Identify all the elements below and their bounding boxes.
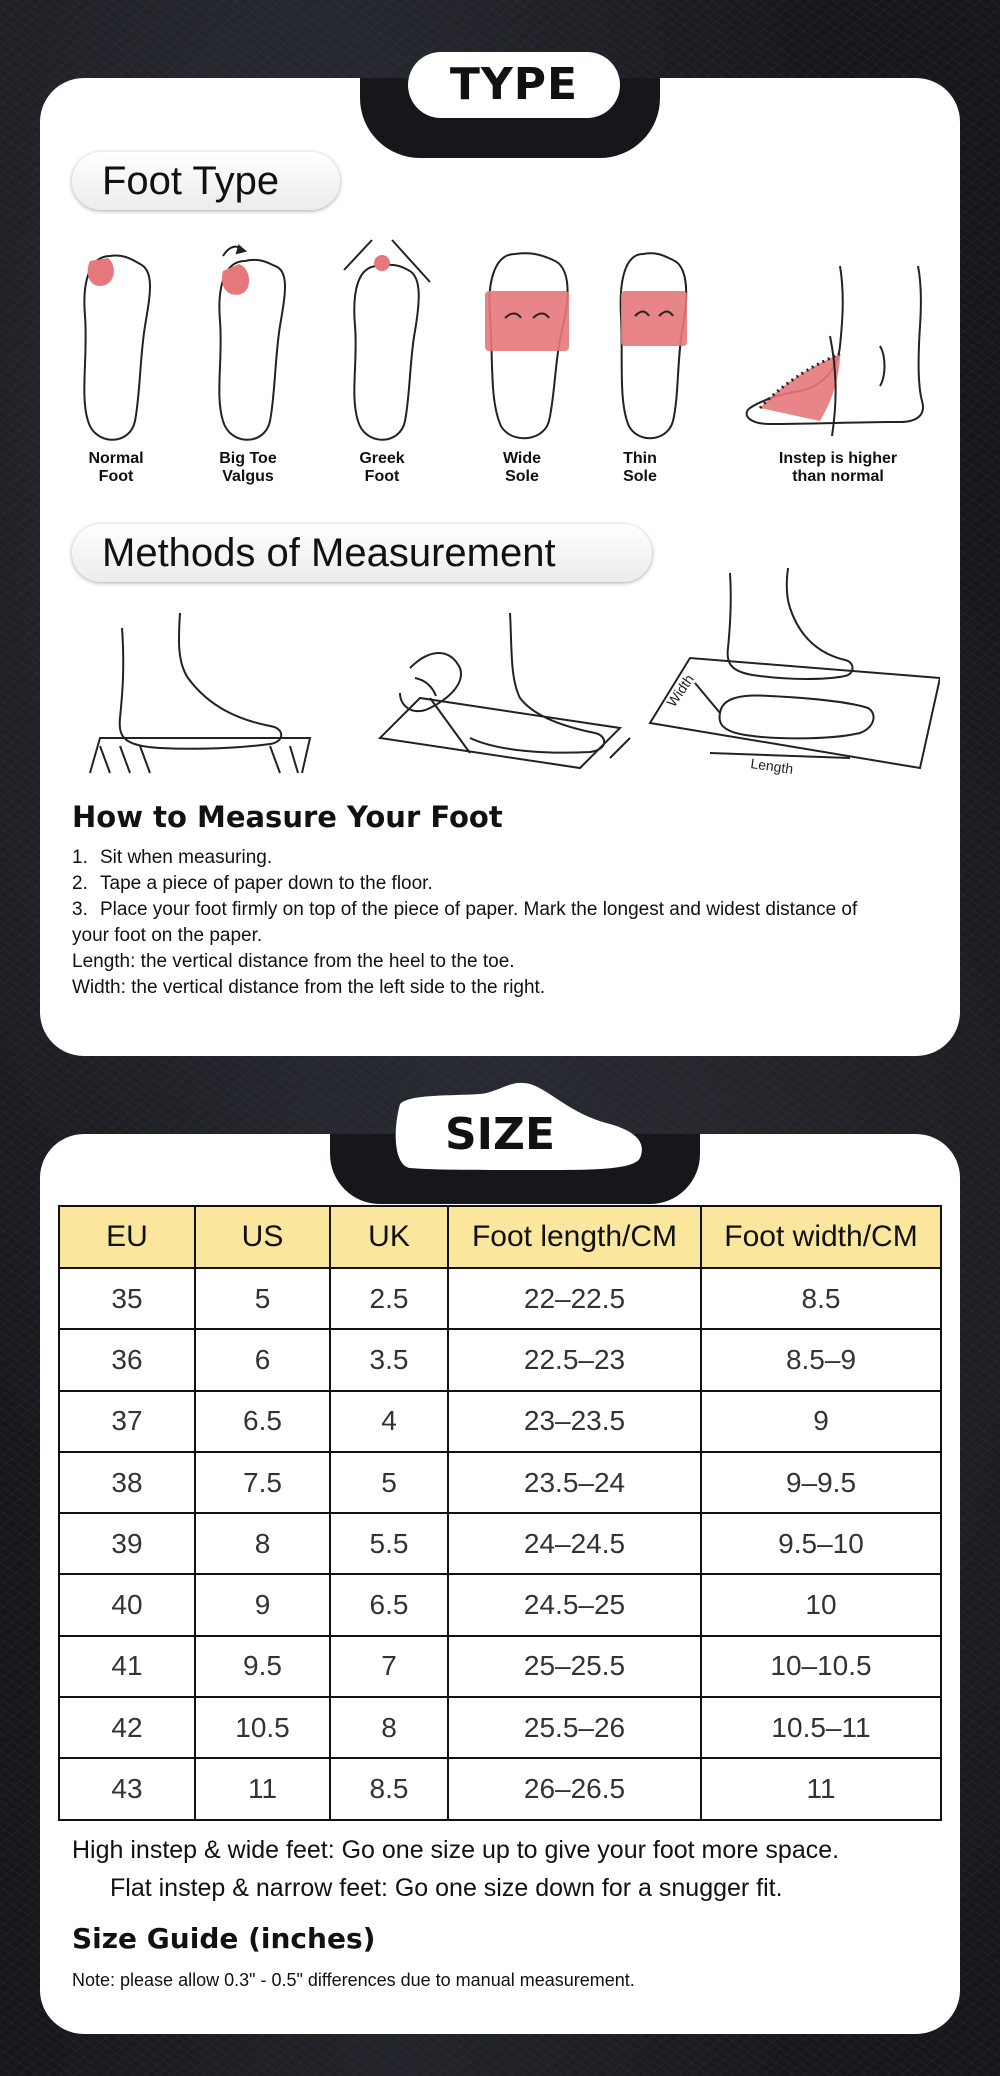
step-3: 3. Place your foot firmly on top of the piece of paper. Mark the longest and widest distance of xyxy=(72,899,858,920)
foot-label-high-instep: Instep is higher than normal xyxy=(778,450,898,485)
cell-us: 5 xyxy=(195,1268,330,1329)
cell-foot-length: 22–22.5 xyxy=(448,1268,701,1329)
cell-foot-length: 24.5–25 xyxy=(448,1574,701,1635)
cell-eu: 42 xyxy=(59,1697,195,1758)
width-definition: Width: the vertical distance from the left side to the right. xyxy=(72,977,546,998)
cell-us: 11 xyxy=(195,1758,330,1819)
cell-foot-length: 24–24.5 xyxy=(448,1513,701,1574)
cell-us: 6 xyxy=(195,1329,330,1390)
big-toe-valgus-illustration xyxy=(219,246,285,440)
high-instep-illustration xyxy=(747,266,923,436)
thin-sole-illustration xyxy=(621,253,687,438)
table-row xyxy=(59,1268,941,1329)
foot-label-thin-sole: Thin Sole xyxy=(623,450,657,485)
cell-uk: 2.5 xyxy=(330,1268,448,1329)
cell-eu: 40 xyxy=(59,1574,195,1635)
cell-us: 6.5 xyxy=(195,1391,330,1452)
cell-eu: 41 xyxy=(59,1636,195,1697)
step-1: 1. Sit when measuring. xyxy=(72,847,273,868)
cell-eu: 37 xyxy=(59,1391,195,1452)
table-row xyxy=(59,1513,941,1574)
flat-instep-tip: Flat instep & narrow feet: Go one size down for a snugger fit. xyxy=(110,1874,783,1902)
cell-foot-width: 10–10.5 xyxy=(701,1636,941,1697)
cell-us: 7.5 xyxy=(195,1452,330,1513)
foot-label-greek: Greek Foot xyxy=(359,450,405,485)
size-table xyxy=(58,1205,942,1821)
cell-foot-length: 23–23.5 xyxy=(448,1391,701,1452)
cell-foot-width: 10 xyxy=(701,1574,941,1635)
cell-eu: 43 xyxy=(59,1758,195,1819)
greek-foot-illustration xyxy=(344,240,430,440)
cell-foot-length: 26–26.5 xyxy=(448,1758,701,1819)
table-row xyxy=(59,1452,941,1513)
cell-eu: 39 xyxy=(59,1513,195,1574)
methods-heading: Methods of Measurement xyxy=(72,524,652,582)
cell-foot-width: 9 xyxy=(701,1391,941,1452)
cell-uk: 3.5 xyxy=(330,1329,448,1390)
cell-uk: 5.5 xyxy=(330,1513,448,1574)
cell-foot-width: 9–9.5 xyxy=(701,1452,941,1513)
cell-foot-length: 25.5–26 xyxy=(448,1697,701,1758)
cell-foot-width: 11 xyxy=(701,1758,941,1819)
cell-uk: 5 xyxy=(330,1452,448,1513)
cell-foot-length: 22.5–23 xyxy=(448,1329,701,1390)
cell-us: 9.5 xyxy=(195,1636,330,1697)
cell-uk: 4 xyxy=(330,1391,448,1452)
cell-eu: 36 xyxy=(59,1329,195,1390)
table-row xyxy=(59,1636,941,1697)
foot-label-normal: Normal Foot xyxy=(88,450,144,485)
paper-width-length-illustration xyxy=(650,568,940,777)
type-title: TYPE xyxy=(408,52,620,118)
howto-title: How to Measure Your Foot xyxy=(72,800,503,834)
table-row xyxy=(59,1758,941,1819)
size-title: SIZE xyxy=(444,1109,556,1160)
length-definition: Length: the vertical distance from the heel to the toe. xyxy=(72,951,515,972)
cell-foot-length: 25–25.5 xyxy=(448,1636,701,1697)
cell-uk: 8.5 xyxy=(330,1758,448,1819)
header-eu: EU xyxy=(59,1206,195,1268)
cell-eu: 35 xyxy=(59,1268,195,1329)
cell-uk: 6.5 xyxy=(330,1574,448,1635)
header-uk: UK xyxy=(330,1206,448,1268)
cell-foot-width: 10.5–11 xyxy=(701,1697,941,1758)
wide-sole-illustration xyxy=(485,253,569,438)
header-us: US xyxy=(195,1206,330,1268)
table-row xyxy=(59,1697,941,1758)
cell-us: 8 xyxy=(195,1513,330,1574)
cell-foot-width: 8.5 xyxy=(701,1268,941,1329)
cell-us: 9 xyxy=(195,1574,330,1635)
measurement-illustrations xyxy=(70,568,940,788)
table-row xyxy=(59,1574,941,1635)
marking-foot-illustration xyxy=(380,613,630,768)
cell-us: 10.5 xyxy=(195,1697,330,1758)
foot-label-wide-sole: Wide Sole xyxy=(502,450,542,485)
cell-uk: 7 xyxy=(330,1636,448,1697)
foot-type-illustrations xyxy=(60,236,940,446)
length-label: Length xyxy=(749,755,795,777)
width-label: Width xyxy=(663,671,697,710)
step-3-continued: your foot on the paper. xyxy=(72,925,263,946)
step-2: 2. Tape a piece of paper down to the floor. xyxy=(72,873,433,894)
foot-on-floor-illustration xyxy=(90,613,310,773)
cell-foot-width: 8.5–9 xyxy=(701,1329,941,1390)
cell-foot-length: 23.5–24 xyxy=(448,1452,701,1513)
normal-foot-illustration xyxy=(84,255,150,439)
table-row xyxy=(59,1391,941,1452)
header-foot-width: Foot width/CM xyxy=(701,1206,941,1268)
size-table-header xyxy=(59,1206,941,1268)
high-instep-tip: High instep & wide feet: Go one size up to give your foot more space. xyxy=(72,1836,840,1864)
header-foot-length: Foot length/CM xyxy=(448,1206,701,1268)
size-guide-title: Size Guide (inches) xyxy=(72,1922,376,1955)
cell-foot-width: 9.5–10 xyxy=(701,1513,941,1574)
foot-label-big-toe-valgus: Big Toe Valgus xyxy=(219,450,277,485)
size-guide-note: Note: please allow 0.3" - 0.5" differences due to manual measurement. xyxy=(72,1970,635,1990)
table-row xyxy=(59,1329,941,1390)
foot-type-heading: Foot Type xyxy=(72,152,340,210)
cell-uk: 8 xyxy=(330,1697,448,1758)
cell-eu: 38 xyxy=(59,1452,195,1513)
